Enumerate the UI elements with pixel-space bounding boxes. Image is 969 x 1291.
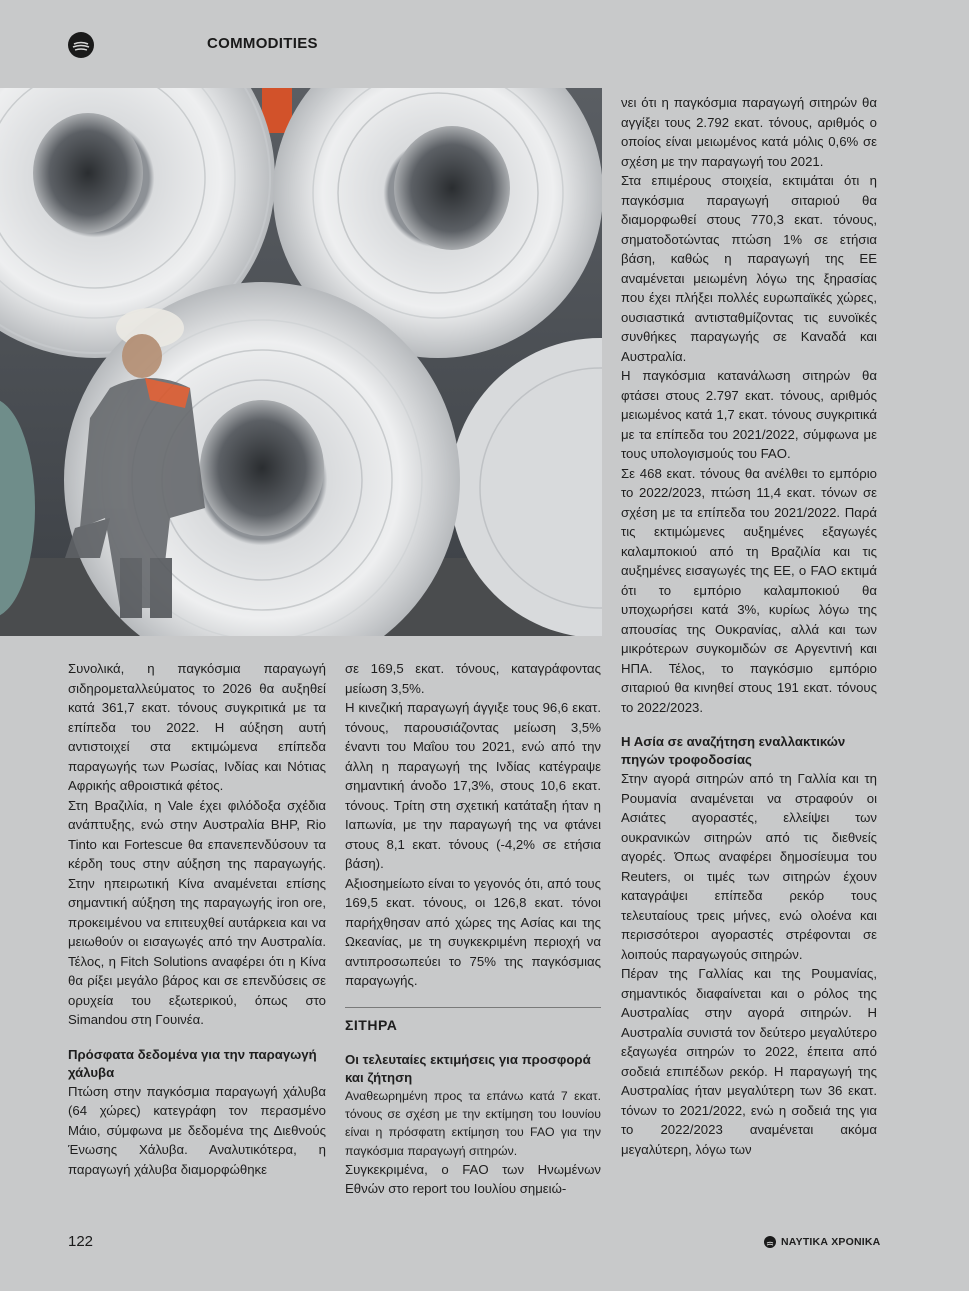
subheading-asia: Η Ασία σε αναζήτηση εναλλακτικών πηγών τροφοδοσίας xyxy=(621,734,846,767)
paragraph: Σε 468 εκατ. τόνους θα ανέλθει το εμπόριο το 2022/2023, πτώση 11,4 εκατ. τόνων σε σχέση με τα επίπεδα του 2021/2022. Παρά τις εκτιμώμενες αυξημένες εξαγωγές καλαμποκιού από τη Βραζιλία και τις αυξημένες εισαγωγές της ΕΕ, ο FAO εκτιμά ότι το εμπόριο καλαμποκιού θα υποχωρήσει κατά 3%, κυρίως λόγω της απουσίας της Ουκρανίας, αλλά και των μικρότερων συγκομιδών σε Αργεντινή και ΗΠΑ. Τέλος, το παγκόσμιο εμπόριο σιταριού θα κινηθεί στους 191 εκατ. τόνους το 2022/2023. xyxy=(621,465,877,715)
footer-brand xyxy=(764,1233,880,1251)
paragraph: Αξιοσημείωτο είναι το γεγονός ότι, από τους 169,5 εκατ. τόνους, οι 126,8 εκατ. τόνοι παρήχθησαν από χώρες της Ασίας και της Ωκεανίας, με τη συγκεκριμένη περιοχή να αντιπροσωπεύει το 75% της παγκόσμιας παραγωγής. xyxy=(345,875,601,988)
subheading-estimates: Οι τελευταίες εκτιμήσεις για προσφορά και ζήτηση xyxy=(345,1052,591,1085)
paragraph: Η κινεζική παραγωγή άγγιξε τους 96,6 εκατ. τόνους, παρουσιάζοντας μείωση 3,5% έναντι του Μαΐου του 2021, ενώ από την άλλη η παραγωγή της Ινδίας κατέγραψε σημαντική άνοδο 17,3%, στους 10,6 εκατ. τόνους. Τρίτη στη σχετική κατάταξη ήταν η Ιαπωνία, με την παραγωγή της να φτάνει στους 8,1 εκατ. τόνους (-4,2% σε ετήσια βάση). xyxy=(345,700,601,871)
page-number: 122 xyxy=(68,1233,94,1250)
section-heading-grains: ΣΙΤΗΡΑ xyxy=(345,1016,398,1033)
section-divider xyxy=(345,1007,601,1008)
paragraph: Πέραν της Γαλλίας και της Ρουμανίας, σημαντικός διαφαίνεται και ο ρόλος της Αυστραλίας στην αγορά σιτηρών. Η Αυστραλία συνιστά τον δεύτερο μεγαλύτερο εξαγωγέα σιτηρών το 2022, έπειτα από σοδειά επιπέδων ρεκόρ. Η παραγωγή της Αυστραλίας ήταν μεγαλύτερη των 36 εκατ. τόνων το 2021/2022, ενώ η σοδειά της για το 2022/2023 αναμένεται ακόμα μεγαλύτερη, λόγω των xyxy=(621,966,877,1157)
paragraph: Η παγκόσμια κατανάλωση σιτηρών θα φτάσει στους 2.797 εκατ. τόνους, αριθμός μειωμένος κατά 1,7 εκατ. τόνους συγκριτικά με τα επίπεδα του 2021/2022, σύμφωνα με τους υπολογισμούς του FAO. xyxy=(621,368,877,461)
subheading-steel-production: Πρόσφατα δεδομένα για την παραγωγή χάλυβα xyxy=(68,1046,317,1080)
paragraph: Αναθεωρημένη προς τα επάνω κατά 7 εκατ. τόνους σε σχέση με την εκτίμηση του Ιουνίου είναι η πρόσφατη εκτίμηση του FAO για την παγκόσμια παραγωγή σιτηρών. xyxy=(345,1089,601,1158)
paragraph: σε 169,5 εκατ. τόνους, καταγράφοντας μείωση 3,5%. xyxy=(345,661,601,696)
ship-wave-logo-icon xyxy=(68,32,94,58)
article-column-3 xyxy=(621,93,877,1159)
paragraph: Στην αγορά σιτηρών από τη Γαλλία και τη Ρουμανία αναμένεται να στραφούν οι Ασιάτες αγοραστές, ελλείψει των ουκρανικών σιτηρών από τις διεθνείς αγορές. Όπως αναφέρει δημοσίευμα του Reuters, οι τιμές των σιτηρών έχουν καταγράψει επίπεδα ρεκόρ τους τελευταίους τρεις μήνες, ενώ ολοένα και περισσότεροι αγοραστές στρέφονται σε λοιπούς παραγωγούς σιτηρών. xyxy=(621,771,877,962)
paragraph: Πτώση στην παγκόσμια παραγωγή χάλυβα (64 χώρες) κατεγράφη τον περασμένο Μάιο, σύμφωνα με δεδομένα της Διεθνούς Ένωσης Χάλυβα. Αναλυτικότερα, η παραγωγή χάλυβα διαμορφώθηκε xyxy=(68,1083,326,1177)
paragraph: Συγκεκριμένα, ο FAO των Ηνωμένων Εθνών στο report του Ιουλίου σημειώ- xyxy=(345,1161,601,1197)
paragraph: Στα επιμέρους στοιχεία, εκτιμάται ότι η παγκόσμια παραγωγή σιταριού θα διαμορφωθεί στους 770,3 εκατ. τόνους, σηματοδοτώντας πτώση 1% σε ετήσια βάση, καθώς η παραγωγή της ΕΕ αναμένεται μειωμένη λόγω της ξηρασίας που έχει πλήξει πολλές ευρωπαϊκές χώρες, ουσιαστικά αντισταθμίζοντας τις ευνοϊκές συνθήκες παραγωγής σε Καναδά και Αυστραλία. xyxy=(621,173,877,364)
paragraph: Στη Βραζιλία, η Vale έχει φιλόδοξα σχέδια ανάπτυξης, ενώ στην Αυστραλία BHP, Rio Tinto και Fortescue θα επανεπενδύσουν τα κέρδη τους στην αύξηση της παραγωγής. Στην ηπειρωτική Κίνα αναμένεται επίσης σημαντική αύξηση της παραγωγής iron ore, προκειμένου να επιτευχθεί αυτάρκεια και να μειωθούν οι εισαγωγές από την Αυστραλία. Τέλος, η Fitch Solutions αναφέρει ότι η Κίνα θα ρίξει μεγάλο βάρος και σε επενδύσεις σε ορυχεία του εξωτερικού, όπως στο Simandou στη Γουινέα. xyxy=(68,797,326,1027)
article-column-1 xyxy=(68,659,326,1179)
article-column-2 xyxy=(345,659,601,1199)
brand-name: ΝΑΥΤΙΚΑ ΧΡΟΝΙΚΑ xyxy=(781,1236,881,1248)
brand-logo-icon xyxy=(764,1236,776,1248)
section-title: COMMODITIES xyxy=(207,35,318,52)
paragraph: Συνολικά, η παγκόσμια παραγωγή σιδηρομεταλλεύματος το 2026 θα αυξηθεί κατά 361,7 εκατ. τόνους συγκριτικά με τα επίπεδα του 2022. Η αύξηση αυτή αντιστοιχεί στα εκτιμώμενα επίπεδα παραγωγής των Ρωσίας, Ινδίας και Νότιας Αφρικής αθροιστικά φέτος. xyxy=(68,661,326,793)
steel-coils-worker-photo xyxy=(0,88,602,636)
paragraph: νει ότι η παγκόσμια παραγωγή σιτηρών θα αγγίξει τους 2.792 εκατ. τόνους, αριθμός ο οποίος είναι μειωμένος κατά μόλις 0,6% σε σχέση με την παραγωγή του 2021. xyxy=(621,95,877,169)
